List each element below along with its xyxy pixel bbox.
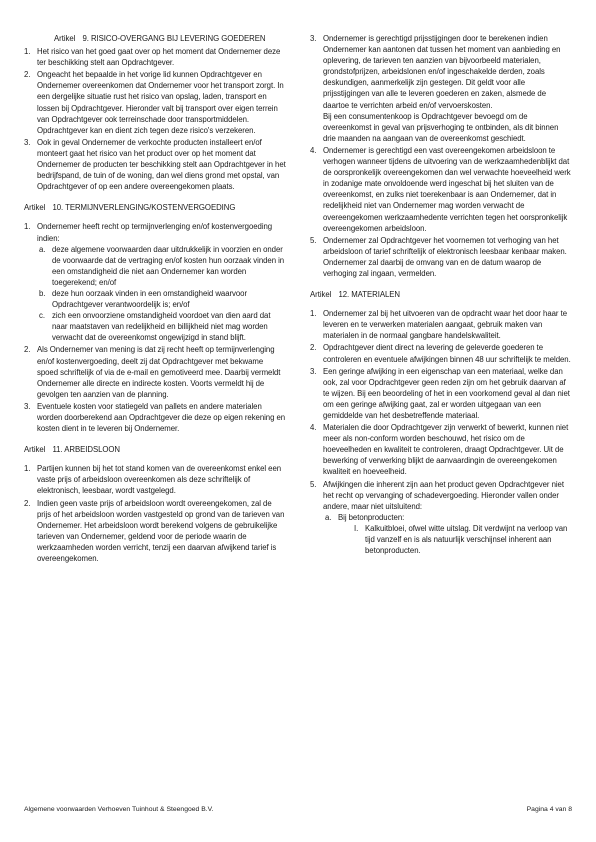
article-9-list	[24, 46, 286, 192]
item-text: Een geringe afwijking in een eigenschap van een materiaal, welke dan ook, zal voor Opdrachtgever geen reden zijn om het gebruik daarvan af te wijzen. Bij een beoordeling of het in een voorkomend geval al dan niet om een geringe afwijking gaat, zal er worden uitgegaan van een gemiddelde van het desbetreffende materiaal.	[323, 366, 570, 420]
article-12-heading	[310, 289, 572, 300]
item-number: 3.	[310, 366, 317, 376]
article-10-prefix: Artikel	[24, 203, 46, 213]
list-item	[24, 498, 286, 565]
item-text: Indien geen vaste prijs of arbeidsloon wordt overeengekomen, zal de prijs of het arbeidsloon worden vastgesteld op grond van de tarieven van Ondernemer. Het arbeidsloon wordt berekend volgens de gebruikelijke tarieven van Ondernemer, geldend voor de periode waarin de werkzaamheden worden verricht, tenzij een daarvan afwijkend tarief is overeengekomen.	[37, 498, 285, 564]
article-12-title: 12. MATERIALEN	[338, 290, 400, 300]
item-number: 3.	[24, 401, 31, 411]
article-10-heading	[24, 202, 286, 213]
list-item	[310, 33, 572, 144]
list-item	[310, 479, 572, 557]
item-number: 2.	[310, 343, 317, 353]
item-number: 2.	[24, 498, 31, 508]
item-text: Het risico van het goed gaat over op het moment dat Ondernemer deze ter beschikking stelt aan Opdrachtgever.	[37, 47, 281, 68]
sub-list-item	[37, 310, 286, 343]
sub-list-item	[323, 512, 572, 556]
sub-item-letter: c.	[39, 311, 45, 321]
list-item	[310, 342, 572, 364]
list-item	[24, 463, 286, 496]
list-item	[24, 137, 286, 192]
item-text: Ondernemer is gerechtigd een vast overeengekomen arbeidsloon te verhogen wanneer tijdens de uitvoering van de werkzaamhedenblijkt dat de oorspronkelijk overeengekomen dan wel verwachte hoeveelheid werk in zodanige mate onvoldoende werd ingeschat bij het sluiten van de overeenkomst, en zulks niet toerekenbaar is aan Ondernemer, dat in redelijkheid niet van Ondernemer mag worden verwacht de overeengekomen werkzaamhedente verrichten tegen het oorspronkelijk overeengekomen arbeidsloon.	[323, 145, 571, 233]
item-number: 3.	[24, 137, 31, 147]
list-item	[24, 69, 286, 136]
item-text: Ondernemer zal Opdrachtgever het voornemen tot verhoging van het arbeidsloon of tarief schriftelijk of elektronisch leesbaar kenbaar maken. Ondernemer zal daarbij de omvang van en de datum waarop de verhoging zal ingaan, vermelden.	[323, 235, 567, 278]
sub-sub-list-item	[352, 523, 572, 556]
list-item	[24, 401, 286, 434]
list-item	[24, 344, 286, 399]
item-number: 5.	[310, 235, 317, 245]
item-text: Ondernemer is gerechtigd prijsstijgingen door te berekenen indien Ondernemer kan aantonen dat tussen het moment van aanbieding en oplevering, de tarieven ten aanzien van bijvoorbeeld materialen, grondstofprijzen, arbeidslonen en/of ingeschakelde derden, zoals deskundigen, aanmerkelijk zijn gestegen. Dit geldt voor alle prijsstijgingen van alle te leveren goederen en zaken, alsmede de daartoe te verrichten arbeid en/of vervoerskosten.	[323, 34, 561, 110]
list-item	[310, 422, 572, 477]
list-item	[310, 145, 572, 234]
item-number: 2.	[24, 70, 31, 80]
sub-item-letter: a.	[39, 244, 46, 254]
article-12-list	[310, 308, 572, 556]
item-text: Eventuele kosten voor statiegeld van pallets en andere materialen worden doorberekend aan Opdrachtgever die deze op eigen rekening en kosten dient in te leveren bij Ondernemer.	[37, 401, 286, 434]
article-11-list-part2	[310, 33, 572, 279]
left-column	[24, 33, 286, 564]
sub-sub-item-numeral: I.	[354, 523, 359, 533]
item-number: 5.	[310, 479, 317, 489]
sub-list-item	[37, 244, 286, 288]
article-12-prefix: Artikel	[310, 290, 332, 300]
list-item	[310, 366, 572, 421]
article-10-title: 10. TERMIJNVERLENGING/KOSTENVERGOEDING	[52, 203, 236, 213]
sub-sub-item-text: Kalkuitbloei, ofwel witte uitslag. Dit verdwijnt na verloop van tijd vanzelf en is als natuurlijk verschijnsel inherent aan betonproducten.	[365, 523, 568, 556]
item-number: 3.	[310, 34, 317, 43]
right-column	[310, 33, 572, 556]
article-9-title: 9. RISICO-OVERGANG BIJ LEVERING GOEDEREN	[82, 34, 266, 43]
sub-item-letter: a.	[325, 512, 332, 522]
list-item	[310, 235, 572, 279]
footer-document-title: Algemene voorwaarden Verhoeven Tuinhout & Steengoed B.V.	[24, 806, 214, 813]
sub-item-letter: b.	[39, 288, 46, 298]
item-text: Partijen kunnen bij het tot stand komen van de overeenkomst enkel een vaste prijs of arbeidsloon overeenkomen als deze schriftelijk of elektronisch, leesbaar, wordt vastgelegd.	[37, 464, 282, 496]
sub-list	[323, 512, 572, 556]
item-extra-text: Bij een consumentenkoop is Opdrachtgever bevoegd om de overeenkomst in geval van prijsverhoging te ontbinden, als dit binnen drie maanden na aangaan van de overeenkomst geschiedt.	[323, 111, 559, 143]
list-item	[24, 46, 286, 68]
article-11-prefix: Artikel	[24, 445, 46, 455]
item-number: 1.	[310, 309, 317, 319]
list-item	[24, 221, 286, 343]
item-text: Ondernemer heeft recht op termijnverlenging en/of kostenvergoeding indien:	[37, 222, 273, 243]
sub-list	[37, 244, 286, 344]
sub-item-text: deze hun oorzaak vinden in een omstandigheid waarvoor Opdrachtgever verantwoordelijk is; en/of	[52, 288, 248, 310]
item-text: Ook in geval Ondernemer de verkochte producten installeert en/of monteert gaat het risico van het product over op het moment dat Ondernemer de producten ter beschikking stelt aan Opdrachtgever in het bedrijfspand, de tuin of de woning, dan wel diens grond met opstal, van Opdrachtgever of op een andere overeengekomen plaats.	[37, 137, 286, 192]
item-text: Afwijkingen die inherent zijn aan het product geven Opdrachtgever niet het recht op vervanging of schadevergoeding. Hieronder vallen onder andere, maar niet uitsluitend:	[323, 479, 564, 511]
item-number: 4.	[310, 145, 317, 155]
sub-item-text: deze algemene voorwaarden daar uitdrukkelijk in voorzien en onder de voorwaarde dat de vertraging en/of kosten hun oorzaak vinden in een omstandigheid die niet aan Ondernemer kan worden toegerekend; en/of	[52, 244, 285, 287]
item-text: Als Ondernemer van mening is dat zij recht heeft op termijnverlenging en/of kostenvergoeding, deelt zij dat Opdrachtgever met bekwame spoed schriftelijk of via de e-mail en gemotiveerd mee. Daarbij vermeldt Ondernemer alle directe en indirecte kosten. Voorts vermeldt hij de gevolgen ten aanzien van de planning.	[37, 345, 281, 399]
sub-item-text: Bij betonproducten:	[338, 512, 405, 522]
list-item	[310, 308, 572, 341]
item-text: Ondernemer zal bij het uitvoeren van de opdracht waar het door haar te leveren en te verwerken materialen aangaat, gebruik maken van materialen in de normaal gangbare handelskwaliteit.	[323, 309, 567, 341]
sub-sub-list	[338, 523, 572, 556]
article-10-list	[24, 221, 286, 434]
item-number: 1.	[24, 47, 31, 57]
article-11-title: 11. ARBEIDSLOON	[52, 445, 121, 455]
sub-list-item	[37, 288, 286, 310]
item-number: 4.	[310, 423, 317, 433]
footer-page-number: Pagina 4 van 8	[526, 806, 572, 813]
item-text: Ongeacht het bepaalde in het vorige lid kunnen Opdrachtgever en Ondernemer overeenkomen dat Ondernemer voor het transport zorgt. In een dergelijke situatie rust het risico van opslag, laden, transport en lossen bij Opdrachtgever. Hieronder valt bij transport over eigen terrein van Opdrachtgever ook terreinschade door transportmiddelen. Opdrachtgever kan en dient zich tegen deze risico's verzekeren.	[37, 70, 284, 135]
item-number: 1.	[24, 222, 31, 232]
item-text: Opdrachtgever dient direct na levering de geleverde goederen te controleren en eventuele afwijkingen binnen 48 uur schriftelijk te melden.	[323, 343, 571, 364]
article-9-heading	[24, 33, 286, 44]
item-number: 2.	[24, 345, 31, 355]
item-number: 1.	[24, 464, 31, 474]
article-11-list-part1	[24, 463, 286, 564]
item-text: Materialen die door Opdrachtgever zijn verwerkt of bewerkt, kunnen niet meer als non-conform worden beschouwd, het risico om de hoeveelheden en kwaliteit te controleren, draagt Opdrachtgever. Uit de bewerking of verwerking blijkt de aanvaardingin de overeengekomen kwaliteit en hoeveelheid.	[323, 423, 569, 477]
article-11-heading	[24, 444, 286, 455]
sub-item-text: zich een onvoorziene omstandigheid voordoet van dien aard dat naar maatstaven van redelijkheid en billijkheid niet mag worden verwacht dat de overeenkomst ongewijzigd in stand blijft.	[52, 311, 271, 343]
article-9-prefix: Artikel	[54, 34, 76, 43]
